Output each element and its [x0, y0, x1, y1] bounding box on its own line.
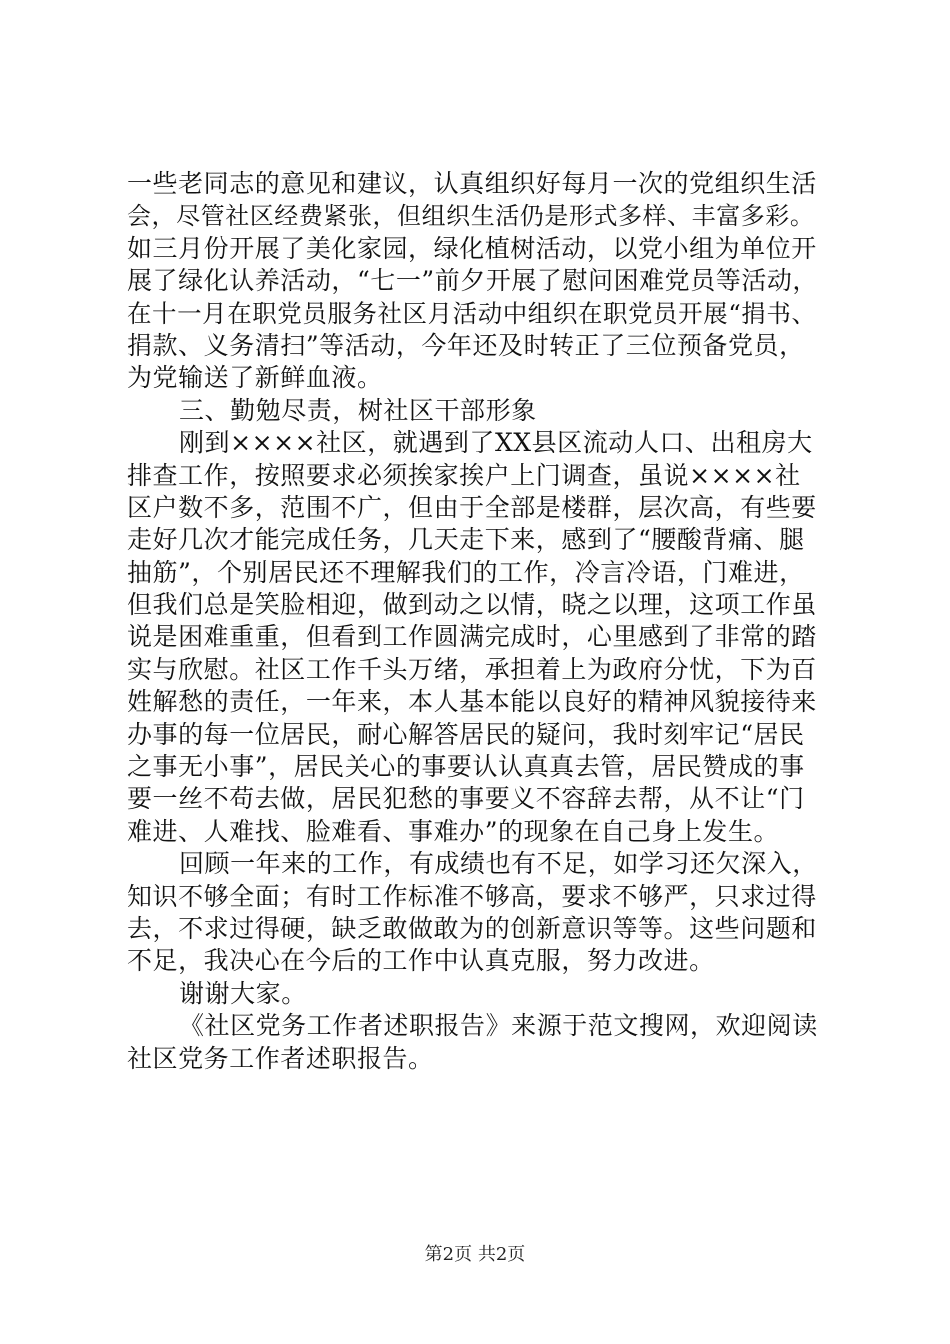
- text-line: 说是困难重重，但看到工作圆满完成时，心里感到了非常的踏: [127, 622, 817, 652]
- text-line: 捐款、义务清扫”等活动，今年还及时转正了三位预备党员，: [127, 330, 805, 360]
- text-line: 知识不够全面；有时工作标准不够高，要求不够严，只求过得: [127, 881, 817, 911]
- text-line: 谢谢大家。: [179, 978, 307, 1008]
- page-number-footer: 第2页 共2页: [424, 1244, 526, 1265]
- text-line: 之事无小事”，居民关心的事要认认真真去管，居民赞成的事: [127, 752, 805, 782]
- paragraph: [127, 168, 827, 395]
- text-line: 姓解愁的责任，一年来，本人基本能以良好的精神风貌接待来: [127, 687, 817, 717]
- section-heading: [127, 395, 827, 427]
- text-line: 回顾一年来的工作，有成绩也有不足，如学习还欠深入，: [179, 849, 818, 879]
- text-line: 《社区党务工作者述职报告》来源于范文搜网，欢迎阅读: [179, 1011, 818, 1041]
- text-line: 在十一月在职党员服务社区月活动中组织在职党员开展“捐书、: [127, 298, 817, 328]
- text-line: 走好几次才能完成任务，几天走下来，感到了“腰酸背痛、腿: [127, 525, 805, 555]
- text-line: 不足，我决心在今后的工作中认真克服，努力改进。: [127, 946, 715, 976]
- paragraph: [127, 1010, 827, 1075]
- paragraph: [127, 978, 827, 1010]
- text-line: 一些老同志的意见和建议，认真组织好每月一次的党组织生活: [127, 169, 817, 198]
- text-line: 去，不求过得硬，缺乏敢做敢为的创新意识等等。这些问题和: [127, 913, 817, 943]
- text-line: 实与欣慰。社区工作千头万绪，承担着上为政府分忧，下为百: [127, 654, 817, 684]
- text-line: 会，尽管社区经费紧张，但组织生活仍是形式多样、丰富多彩。: [127, 202, 815, 231]
- section-heading-text: 三、勤勉尽责，树社区干部形象: [179, 395, 537, 425]
- text-line: 如三月份开展了美化家园，绿化植树活动，以党小组为单位开: [127, 233, 817, 263]
- document-body: [127, 168, 827, 1075]
- paragraph: [127, 427, 827, 848]
- text-line: 但我们总是笑脸相迎，做到动之以情，晓之以理，这项工作虽: [127, 590, 817, 620]
- text-line: 办事的每一位居民，耐心解答居民的疑问，我时刻牢记“居民: [127, 719, 805, 749]
- paragraph: [127, 848, 827, 978]
- text-line: 要一丝不苟去做，居民犯愁的事要义不容辞去帮，从不让“门: [127, 784, 805, 814]
- text-line: 为党输送了新鲜血液。: [127, 363, 383, 393]
- text-line: 展了绿化认养活动，“七一”前夕开展了慰问困难党员等活动，: [127, 266, 818, 296]
- text-line: 刚到××××社区，就遇到了XX县区流动人口、出租房大: [179, 428, 813, 458]
- text-line: 难进、人难找、脸难看、事难办”的现象在自己身上发生。: [127, 816, 780, 846]
- text-line: 抽筋”，个别居民还不理解我们的工作，冷言冷语，门难进，: [127, 557, 805, 587]
- text-line: 排查工作，按照要求必须挨家挨户上门调查，虽说××××社: [127, 460, 801, 490]
- text-line: 社区党务工作者述职报告。: [127, 1043, 434, 1073]
- text-line: 区户数不多，范围不广，但由于全部是楼群，层次高，有些要: [127, 492, 817, 522]
